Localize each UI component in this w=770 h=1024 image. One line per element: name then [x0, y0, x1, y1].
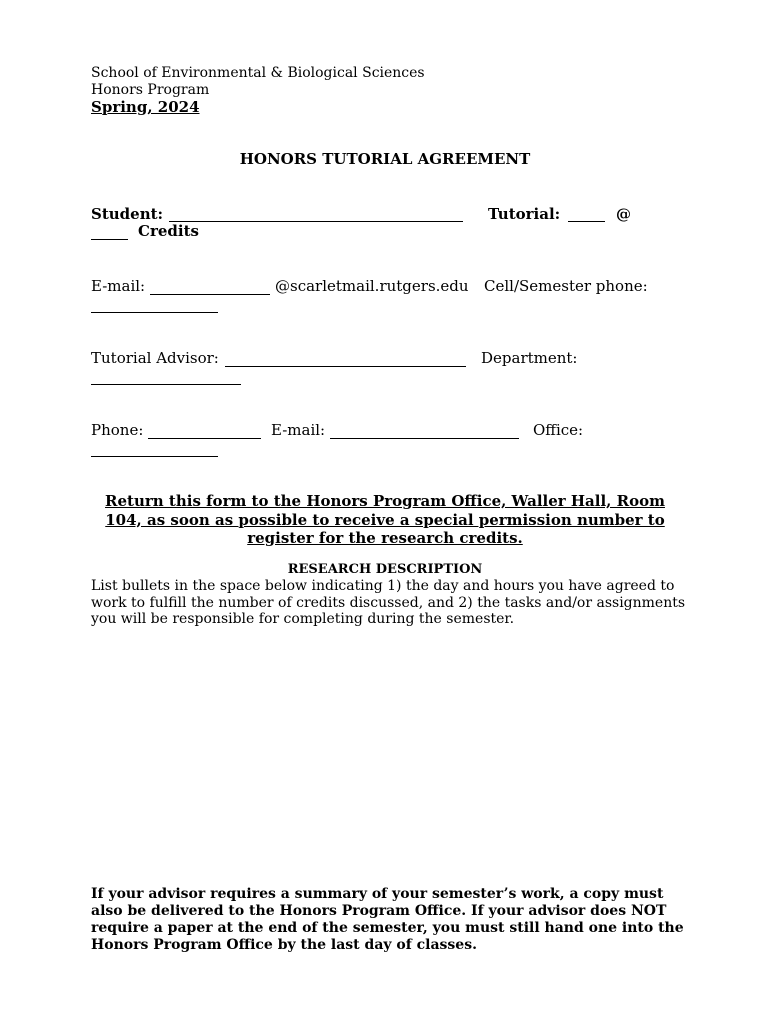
tutorial-label: Tutorial: — [488, 205, 561, 223]
office-field[interactable] — [91, 442, 218, 457]
advisor-label: Tutorial Advisor: — [91, 349, 219, 367]
student-field[interactable] — [169, 207, 463, 222]
return-notice: Return this form to the Honors Program Office, Waller Hall, Room 104, as soon as possible to receive a special permission number to register for the research credits. — [105, 492, 665, 547]
credits-label: Credits — [138, 222, 199, 240]
advisor-field[interactable] — [225, 352, 466, 367]
form-title: HONORS TUTORIAL AGREEMENT — [239, 150, 531, 168]
email-domain: @scarletmail.rutgers.edu — [275, 277, 469, 295]
program-name: Honors Program — [91, 82, 210, 98]
research-title: RESEARCH DESCRIPTION — [287, 562, 483, 577]
cell-phone-field[interactable] — [91, 298, 218, 313]
advisor-email-field[interactable] — [330, 424, 519, 439]
research-instructions: List bullets in the space below indicating 1) the day and hours you have agreed to work to fulfill the number of credits discussed, and 2) the tasks and/or assignments you will be responsible for completing during the semester. — [91, 578, 686, 628]
office-label: Office: — [533, 421, 584, 439]
department-label: Department: — [481, 349, 578, 367]
tutorial-field[interactable] — [568, 207, 605, 222]
school-name: School of Environmental & Biological Sciences — [91, 65, 425, 81]
cell-phone-label: Cell/Semester phone: — [484, 277, 648, 295]
summary-note: If your advisor requires a summary of your semester’s work, a copy must also be delivered to the Honors Program Office. If your advisor does NOT require a paper at the end of the semester, you must still hand one into the Honors Program Office by the last day of classes. — [91, 886, 684, 953]
email-field[interactable] — [150, 280, 270, 295]
at-symbol: @ — [616, 205, 631, 223]
term-label: Spring, 2024 — [91, 98, 200, 116]
phone-field[interactable] — [148, 424, 261, 439]
email-label: E-mail: — [91, 277, 146, 295]
credits-field[interactable] — [91, 225, 128, 240]
advisor-email-label: E-mail: — [271, 421, 326, 439]
phone-label: Phone: — [91, 421, 144, 439]
student-label: Student: — [91, 205, 164, 223]
research-description-area[interactable] — [91, 640, 681, 870]
department-field[interactable] — [91, 370, 241, 385]
